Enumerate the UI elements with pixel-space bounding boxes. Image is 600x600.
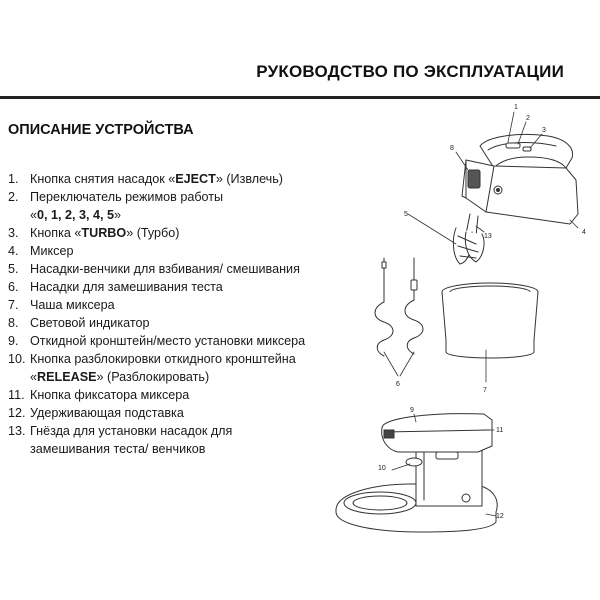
list-item-2: 2. Переключатель режимов работы «0, 1, 2, 3, 4, 5»	[8, 190, 224, 222]
list-item-5: 5. Насадки-венчики для взбивания/ смешивания	[8, 262, 300, 276]
callout-12: 12	[496, 513, 504, 520]
list-item-8: 8. Световой индикатор	[8, 316, 150, 330]
stand-mixer-drawing	[336, 414, 497, 532]
list-item-4: 4. Миксер	[8, 244, 74, 258]
list-item-10: 10. Кнопка разблокировки откидного кронштейна «RELEASE» (Разблокировать)	[8, 352, 296, 384]
callout-2: 2	[526, 115, 530, 122]
callout-1: 1	[514, 104, 518, 111]
list-item-13: 13. Гнёзда для установки насадок для замешивания теста/ венчиков	[8, 424, 233, 456]
list-item-3: 3. Кнопка «TURBO» (Турбо)	[8, 226, 180, 240]
callout-6: 6	[396, 381, 400, 388]
callout-9: 9	[410, 407, 414, 414]
manual-title: РУКОВОДСТВО ПО ЭКСПЛУАТАЦИИ	[256, 62, 564, 81]
list-item-9: 9. Откидной кронштейн/место установки миксера	[8, 334, 306, 348]
list-item-1: 1. Кнопка снятия насадок «EJECT» (Извлечь)	[8, 172, 284, 186]
callout-3: 3	[542, 127, 546, 134]
callout-11: 11	[496, 427, 504, 434]
callout-10: 10	[378, 465, 386, 472]
list-item-11: 11. Кнопка фиксатора миксера	[8, 388, 190, 402]
callout-4: 4	[582, 229, 586, 236]
list-item-7: 7. Чаша миксера	[8, 298, 115, 312]
callout-8: 8	[450, 145, 454, 152]
callout-7: 7	[483, 387, 487, 394]
list-item-6: 6. Насадки для замешивания теста	[8, 280, 223, 294]
hand-mixer-drawing	[453, 134, 578, 264]
callout-5: 5	[404, 211, 408, 218]
callout-13: 13	[484, 233, 492, 240]
list-item-12: 12. Удерживающая подставка	[8, 406, 184, 420]
dough-hooks-drawing	[375, 258, 423, 356]
mixer-bowl-drawing	[442, 283, 538, 358]
section-title: ОПИСАНИЕ УСТРОЙСТВА	[8, 122, 194, 138]
